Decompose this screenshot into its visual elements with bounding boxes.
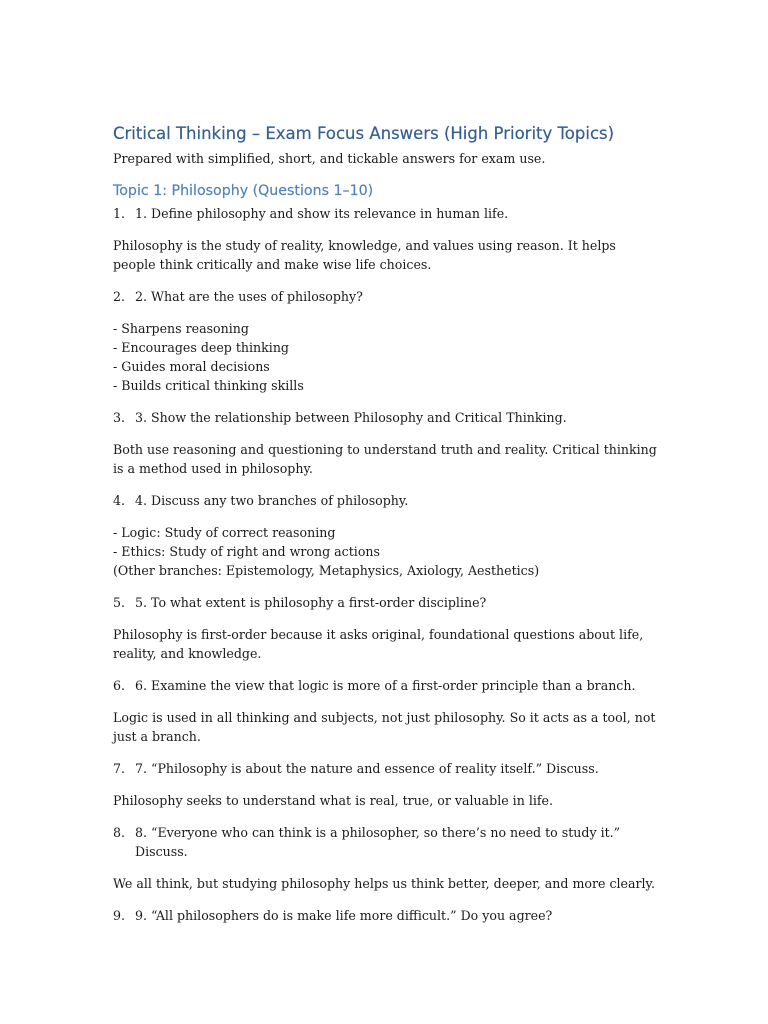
list-item xyxy=(113,287,658,395)
document-page xyxy=(113,122,658,925)
question xyxy=(113,676,658,695)
list-item xyxy=(113,408,658,478)
answer xyxy=(113,319,658,395)
question-number: 3. xyxy=(113,410,126,425)
answer-line: - Sharpens reasoning xyxy=(113,321,249,336)
question-text: 8. “Everyone who can think is a philosopher, so there’s no need to study it.” Discuss. xyxy=(135,825,621,859)
question-text: 2. What are the uses of philosophy? xyxy=(135,289,363,304)
answer xyxy=(113,791,658,810)
list-item xyxy=(113,676,658,746)
answer xyxy=(113,874,658,893)
question-number: 2. xyxy=(113,289,126,304)
question-text: 6. Examine the view that logic is more of a first-order principle than a branch. xyxy=(135,678,636,693)
answer xyxy=(113,523,658,580)
question-text: 5. To what extent is philosophy a first-order discipline? xyxy=(135,595,487,610)
answer-line: - Builds critical thinking skills xyxy=(113,378,304,393)
question-number: 8. xyxy=(113,825,126,840)
answer xyxy=(113,625,658,663)
answer-line: - Encourages deep thinking xyxy=(113,340,289,355)
document-subtitle: Prepared with simplified, short, and tickable answers for exam use. xyxy=(113,151,546,166)
question-list xyxy=(113,204,658,925)
list-item xyxy=(113,593,658,663)
question-text: 4. Discuss any two branches of philosophy. xyxy=(135,493,409,508)
question-number: 6. xyxy=(113,678,126,693)
question xyxy=(113,823,658,861)
answer-line: - Ethics: Study of right and wrong actions xyxy=(113,544,380,559)
answer xyxy=(113,708,658,746)
answer xyxy=(113,440,658,478)
answer-line: Philosophy seeks to understand what is real, true, or valuable in life. xyxy=(113,793,553,808)
question-text: 7. “Philosophy is about the nature and essence of reality itself.” Discuss. xyxy=(135,761,599,776)
question-number: 7. xyxy=(113,761,126,776)
question-number: 9. xyxy=(113,908,126,923)
answer-line: (Other branches: Epistemology, Metaphysics, Axiology, Aesthetics) xyxy=(113,563,540,578)
question xyxy=(113,593,658,612)
list-item xyxy=(113,906,658,925)
question-text: 9. “All philosophers do is make life more difficult.” Do you agree? xyxy=(135,908,553,923)
question xyxy=(113,204,658,223)
question-number: 5. xyxy=(113,595,126,610)
question-text: 3. Show the relationship between Philosophy and Critical Thinking. xyxy=(135,410,567,425)
answer-line: Philosophy is first-order because it asks original, foundational questions about life, reality, and knowledge. xyxy=(113,627,644,661)
answer-line: - Logic: Study of correct reasoning xyxy=(113,525,336,540)
question-number: 1. xyxy=(113,206,126,221)
answer-line: Logic is used in all thinking and subjects, not just philosophy. So it acts as a tool, not just a branch. xyxy=(113,710,656,744)
list-item xyxy=(113,204,658,274)
answer-line: Philosophy is the study of reality, knowledge, and values using reason. It helps people think critically and make wise life choices. xyxy=(113,238,616,272)
topic-heading: Topic 1: Philosophy (Questions 1–10) xyxy=(113,183,374,199)
question xyxy=(113,759,658,778)
list-item xyxy=(113,491,658,580)
answer-line: Both use reasoning and questioning to understand truth and reality. Critical thinking is a method used in philosophy. xyxy=(113,442,657,476)
answer-line: - Guides moral decisions xyxy=(113,359,270,374)
answer xyxy=(113,236,658,274)
list-item xyxy=(113,823,658,893)
question xyxy=(113,287,658,306)
document-title: Critical Thinking – Exam Focus Answers (High Priority Topics) xyxy=(113,124,615,143)
question-number: 4. xyxy=(113,493,126,508)
question xyxy=(113,906,658,925)
list-item xyxy=(113,759,658,810)
answer-line: We all think, but studying philosophy helps us think better, deeper, and more clearly. xyxy=(113,876,656,891)
question xyxy=(113,491,658,510)
question xyxy=(113,408,658,427)
question-text: 1. Define philosophy and show its relevance in human life. xyxy=(135,206,509,221)
